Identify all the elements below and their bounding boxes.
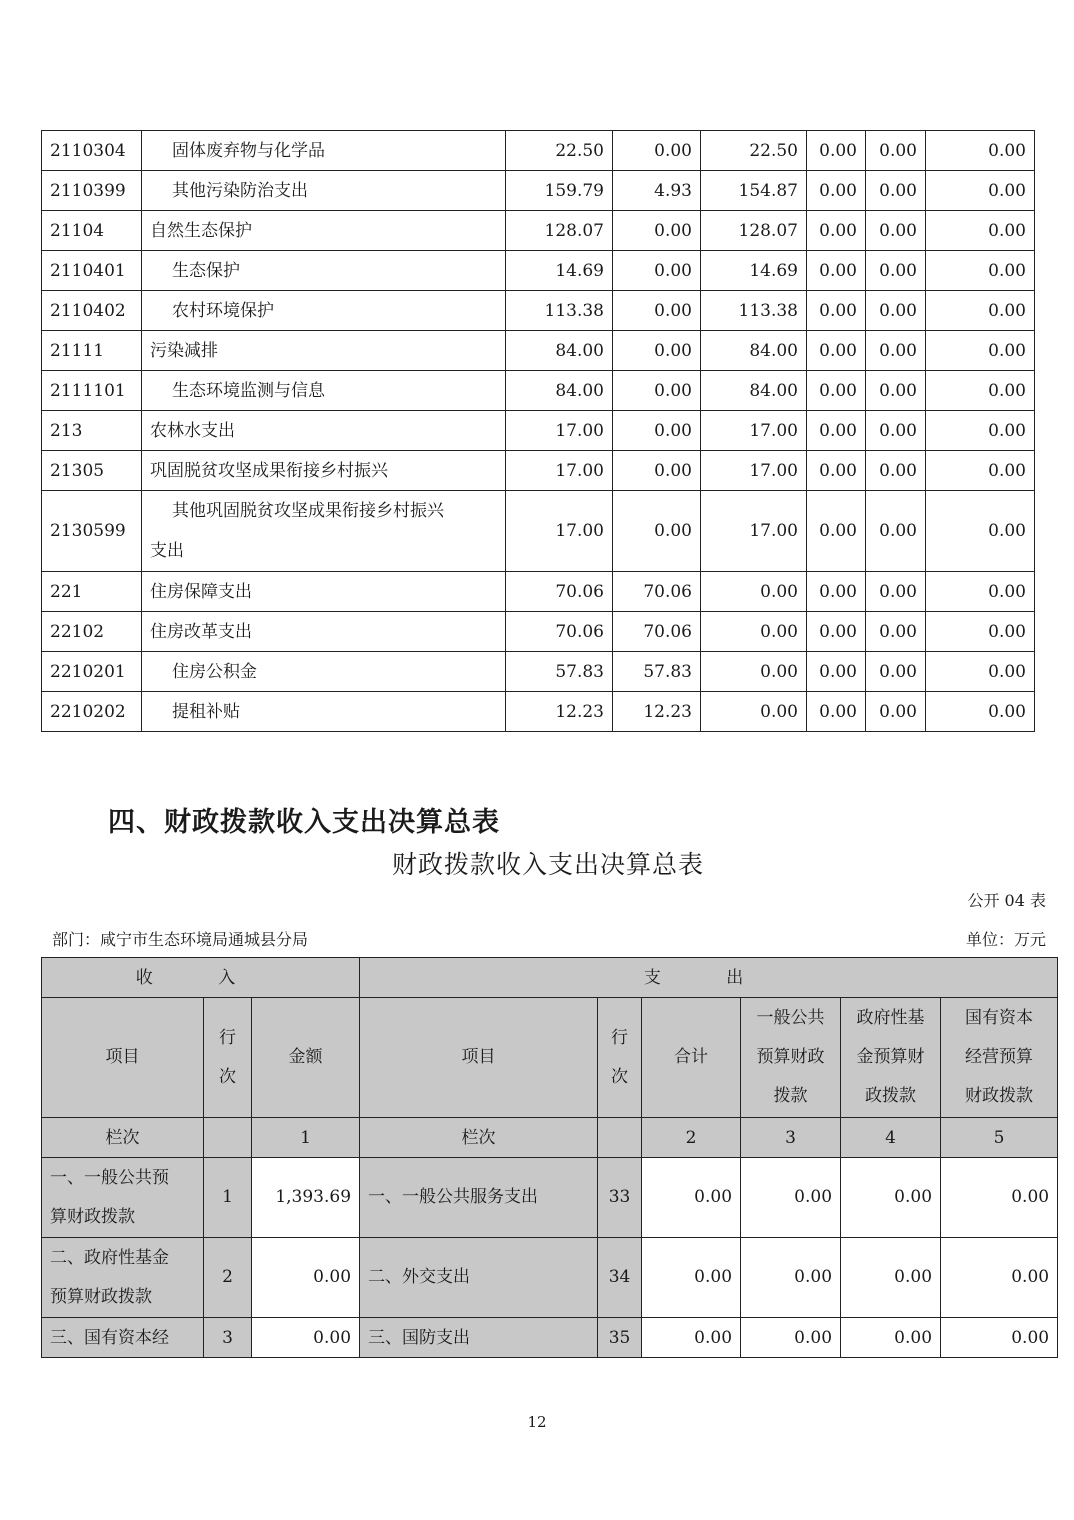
item-name: 提租补贴	[142, 692, 506, 732]
expense-item: 三、国防支出	[360, 1318, 598, 1358]
total-value: 0.00	[642, 1158, 741, 1238]
income-item: 二、政府性基金 预算财政拨款	[42, 1238, 204, 1318]
table-row	[42, 451, 1035, 491]
col6-value: 0.00	[926, 251, 1035, 291]
col-general-budget: 一般公共 预算财政 拨款	[741, 998, 841, 1118]
project-value: 0.00	[701, 692, 807, 732]
table-title: 财政拨款收入支出决算总表	[391, 850, 704, 879]
expense-item: 二、外交支出	[360, 1238, 598, 1318]
item-name-line-2: 支出	[150, 541, 184, 561]
col6-value: 0.00	[926, 451, 1035, 491]
col5-value: 0.00	[866, 572, 926, 612]
table-row	[42, 251, 1035, 291]
col5-value: 0.00	[866, 451, 926, 491]
total-value: 84.00	[506, 371, 613, 411]
total-value: 84.00	[506, 331, 613, 371]
total-value: 70.06	[506, 612, 613, 652]
project-value: 113.38	[701, 291, 807, 331]
item-code: 21305	[42, 451, 142, 491]
total-value: 17.00	[506, 451, 613, 491]
income-item: 三、国有资本经	[42, 1318, 204, 1358]
table-row	[42, 1318, 1058, 1358]
total-value: 0.00	[642, 1318, 741, 1358]
col5-value: 0.00	[866, 211, 926, 251]
col6-value: 0.00	[926, 652, 1035, 692]
income-amount: 1,393.69	[252, 1158, 360, 1238]
item-name: 农村环境保护	[142, 291, 506, 331]
table-row	[42, 171, 1035, 211]
summary-table	[41, 957, 1058, 1358]
general-value: 0.00	[741, 1158, 841, 1238]
income-amount: 0.00	[252, 1318, 360, 1358]
income-line-no: 3	[204, 1318, 252, 1358]
total-value: 17.00	[506, 491, 613, 572]
table-row	[42, 572, 1035, 612]
item-name: 生态环境监测与信息	[142, 371, 506, 411]
item-code: 2110304	[42, 131, 142, 171]
col6-value: 0.00	[926, 291, 1035, 331]
col4-value: 0.00	[807, 131, 866, 171]
item-code: 213	[42, 411, 142, 451]
section-heading: 四、财政拨款收入支出决算总表	[108, 807, 500, 838]
total-value: 22.50	[506, 131, 613, 171]
col4-value: 0.00	[807, 612, 866, 652]
col4-value: 0.00	[807, 251, 866, 291]
basic-value: 0.00	[613, 331, 701, 371]
basic-value: 0.00	[613, 291, 701, 331]
total-value: 12.23	[506, 692, 613, 732]
basic-value: 0.00	[613, 451, 701, 491]
project-value: 0.00	[701, 652, 807, 692]
index-empty	[598, 1118, 642, 1158]
col4-value: 0.00	[807, 371, 866, 411]
col5-value: 0.00	[866, 411, 926, 451]
expense-line-no: 35	[598, 1318, 642, 1358]
item-name: 农林水支出	[142, 411, 506, 451]
table-row	[42, 331, 1035, 371]
table-row	[42, 371, 1035, 411]
table-row	[42, 291, 1035, 331]
col-expense-line: 行 次	[598, 998, 642, 1118]
col4-value: 0.00	[807, 692, 866, 732]
col6-value: 0.00	[926, 171, 1035, 211]
state-value: 0.00	[941, 1238, 1058, 1318]
col-income-line: 行 次	[204, 998, 252, 1118]
col6-value: 0.00	[926, 692, 1035, 732]
basic-value: 12.23	[613, 692, 701, 732]
fund-value: 0.00	[841, 1238, 941, 1318]
table-row	[42, 211, 1035, 251]
item-code: 21104	[42, 211, 142, 251]
form-number: 公开 04 表	[967, 891, 1046, 910]
index-label: 栏次	[42, 1118, 204, 1158]
table-row	[42, 131, 1035, 171]
index-label: 栏次	[360, 1118, 598, 1158]
col4-value: 0.00	[807, 331, 866, 371]
item-code: 2210202	[42, 692, 142, 732]
income-header: 收 入	[42, 958, 360, 998]
project-value: 154.87	[701, 171, 807, 211]
total-value: 0.00	[642, 1238, 741, 1318]
income-line-no: 1	[204, 1158, 252, 1238]
col4-value: 0.00	[807, 491, 866, 572]
state-value: 0.00	[941, 1158, 1058, 1238]
total-value: 14.69	[506, 251, 613, 291]
item-name: 住房保障支出	[142, 572, 506, 612]
item-name: 住房改革支出	[142, 612, 506, 652]
col5-value: 0.00	[866, 251, 926, 291]
expense-line-no: 34	[598, 1238, 642, 1318]
col-expense-item: 项目	[360, 998, 598, 1118]
basic-value: 0.00	[613, 411, 701, 451]
table-row	[42, 1158, 1058, 1238]
project-value: 14.69	[701, 251, 807, 291]
total-value: 17.00	[506, 411, 613, 451]
expense-line-no: 33	[598, 1158, 642, 1238]
col6-value: 0.00	[926, 572, 1035, 612]
basic-value: 70.06	[613, 612, 701, 652]
col6-value: 0.00	[926, 131, 1035, 171]
item-code: 2110402	[42, 291, 142, 331]
col4-value: 0.00	[807, 211, 866, 251]
state-value: 0.00	[941, 1318, 1058, 1358]
basic-value: 70.06	[613, 572, 701, 612]
project-value: 22.50	[701, 131, 807, 171]
expense-item: 一、一般公共服务支出	[360, 1158, 598, 1238]
col4-value: 0.00	[807, 572, 866, 612]
item-code: 22102	[42, 612, 142, 652]
item-name: 其他污染防治支出	[142, 171, 506, 211]
col6-value: 0.00	[926, 371, 1035, 411]
col4-value: 0.00	[807, 171, 866, 211]
index-2: 2	[642, 1118, 741, 1158]
basic-value: 0.00	[613, 371, 701, 411]
col-income-item: 项目	[42, 998, 204, 1118]
col5-value: 0.00	[866, 131, 926, 171]
expenditure-detail-table	[41, 130, 1035, 732]
col6-value: 0.00	[926, 331, 1035, 371]
col5-value: 0.00	[866, 692, 926, 732]
col4-value: 0.00	[807, 411, 866, 451]
col-fund-budget: 政府性基 金预算财 政拨款	[841, 998, 941, 1118]
index-1: 1	[252, 1118, 360, 1158]
item-name: 固体废弃物与化学品	[142, 131, 506, 171]
department-label: 部门：咸宁市生态环境局通城县分局	[52, 930, 309, 949]
col-state-capital: 国有资本 经营预算 财政拨款	[941, 998, 1058, 1118]
basic-value: 0.00	[613, 131, 701, 171]
project-value: 17.00	[701, 491, 807, 572]
col5-value: 0.00	[866, 171, 926, 211]
item-code: 21111	[42, 331, 142, 371]
col4-value: 0.00	[807, 291, 866, 331]
general-value: 0.00	[741, 1318, 841, 1358]
project-value: 128.07	[701, 211, 807, 251]
fund-value: 0.00	[841, 1158, 941, 1238]
item-code: 221	[42, 572, 142, 612]
item-name-line-1: 其他巩固脱贫攻坚成果衔接乡村振兴	[172, 501, 444, 521]
col-income-amount: 金额	[252, 998, 360, 1118]
total-value: 70.06	[506, 572, 613, 612]
index-5: 5	[941, 1118, 1058, 1158]
fund-value: 0.00	[841, 1318, 941, 1358]
basic-value: 57.83	[613, 652, 701, 692]
total-value: 159.79	[506, 171, 613, 211]
item-name: 自然生态保护	[142, 211, 506, 251]
col6-value: 0.00	[926, 411, 1035, 451]
item-code: 2111101	[42, 371, 142, 411]
col6-value: 0.00	[926, 211, 1035, 251]
column-index-row	[42, 1118, 1058, 1158]
item-name: 污染减排	[142, 331, 506, 371]
income-line-no: 2	[204, 1238, 252, 1318]
index-empty	[204, 1118, 252, 1158]
table-row	[42, 652, 1035, 692]
col6-value: 0.00	[926, 491, 1035, 572]
item-name: 住房公积金	[142, 652, 506, 692]
income-item: 一、一般公共预 算财政拨款	[42, 1158, 204, 1238]
item-name: 巩固脱贫攻坚成果衔接乡村振兴	[142, 451, 506, 491]
item-code: 2210201	[42, 652, 142, 692]
col-total: 合计	[642, 998, 741, 1118]
page-number: 12	[527, 1413, 547, 1431]
basic-value: 0.00	[613, 211, 701, 251]
project-value: 0.00	[701, 572, 807, 612]
project-value: 84.00	[701, 331, 807, 371]
total-value: 113.38	[506, 291, 613, 331]
col5-value: 0.00	[866, 612, 926, 652]
index-4: 4	[841, 1118, 941, 1158]
table-row	[42, 491, 1035, 572]
item-code: 2130599	[42, 491, 142, 572]
total-value: 57.83	[506, 652, 613, 692]
basic-value: 0.00	[613, 251, 701, 291]
table-row	[42, 411, 1035, 451]
col6-value: 0.00	[926, 612, 1035, 652]
index-3: 3	[741, 1118, 841, 1158]
total-value: 128.07	[506, 211, 613, 251]
basic-value: 0.00	[613, 491, 701, 572]
table-row	[42, 1238, 1058, 1318]
project-value: 0.00	[701, 612, 807, 652]
project-value: 17.00	[701, 451, 807, 491]
header-row-columns	[42, 998, 1058, 1118]
expense-header: 支 出	[360, 958, 1058, 998]
general-value: 0.00	[741, 1238, 841, 1318]
item-name	[142, 491, 506, 572]
unit-label: 单位：万元	[965, 930, 1046, 949]
col4-value: 0.00	[807, 652, 866, 692]
col5-value: 0.00	[866, 491, 926, 572]
col5-value: 0.00	[866, 652, 926, 692]
col5-value: 0.00	[866, 331, 926, 371]
table-row	[42, 692, 1035, 732]
income-amount: 0.00	[252, 1238, 360, 1318]
item-name: 生态保护	[142, 251, 506, 291]
col5-value: 0.00	[866, 371, 926, 411]
table-row	[42, 612, 1035, 652]
item-code: 2110399	[42, 171, 142, 211]
item-code: 2110401	[42, 251, 142, 291]
project-value: 17.00	[701, 411, 807, 451]
project-value: 84.00	[701, 371, 807, 411]
header-row-sections	[42, 958, 1058, 998]
basic-value: 4.93	[613, 171, 701, 211]
col4-value: 0.00	[807, 451, 866, 491]
col5-value: 0.00	[866, 291, 926, 331]
